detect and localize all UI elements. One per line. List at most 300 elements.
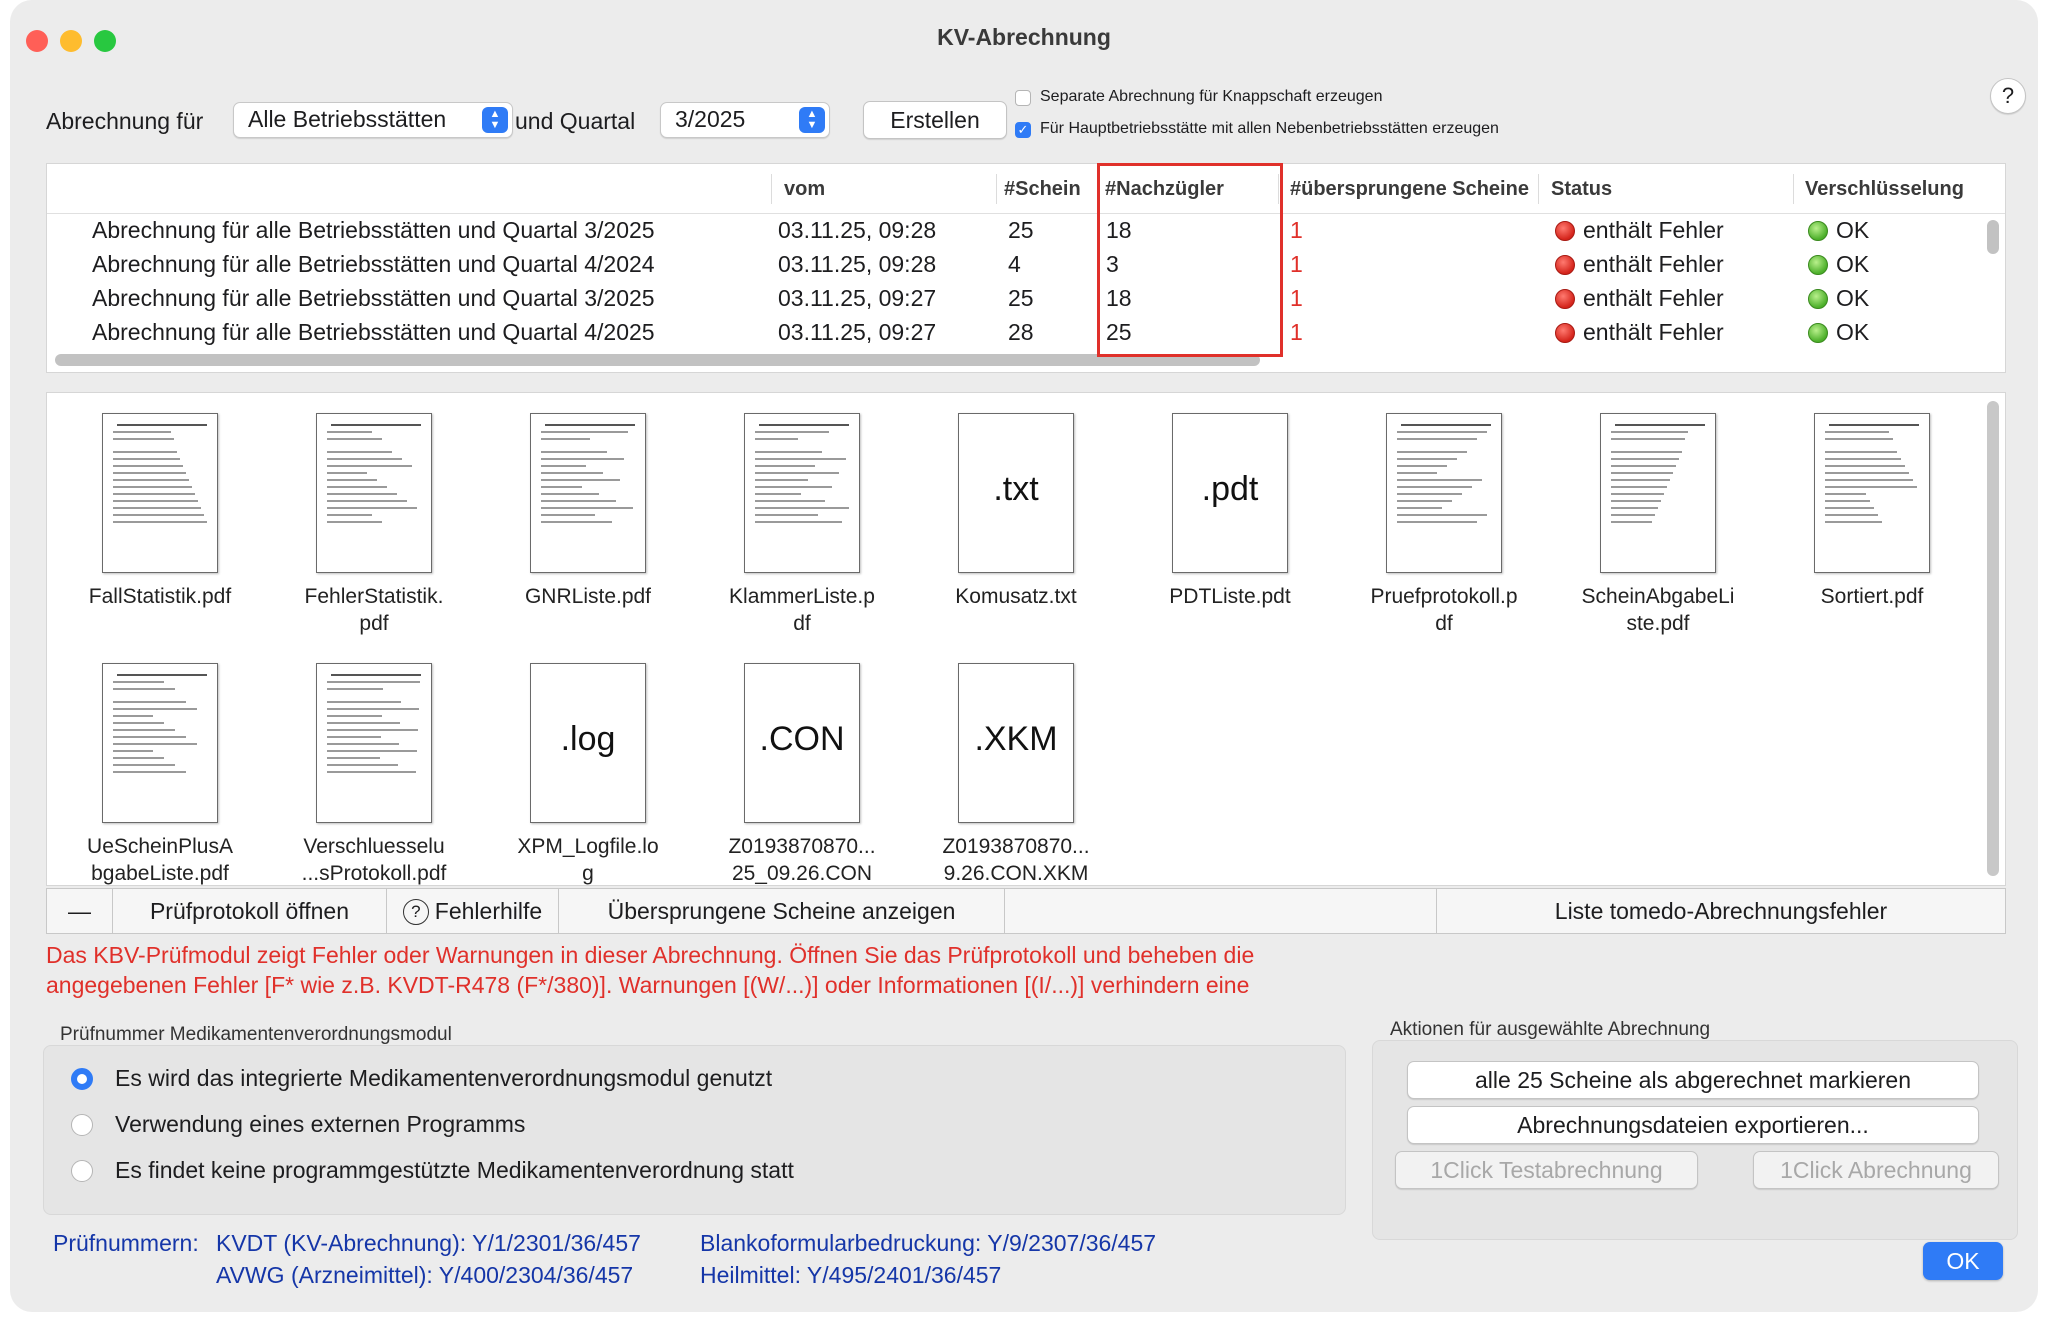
- button-bar-spacer: [1005, 889, 1437, 933]
- file-name-line: 25_09.26.CON: [731, 862, 873, 885]
- pdf-thumbnail-icon: [530, 413, 646, 573]
- row-uebersprungen: 1: [1290, 217, 1303, 243]
- thumbnail-line: [1825, 479, 1913, 481]
- file-item[interactable]: [51, 393, 251, 625]
- thumbnail-line: [1397, 465, 1447, 467]
- thumbnail-line: [541, 458, 624, 460]
- thumbnail-line: [113, 472, 186, 474]
- radio-keine-label[interactable]: Es findet keine programmgestützte Medikamentenverordnung statt: [115, 1157, 794, 1183]
- error-message-line: Das KBV-Prüfmodul zeigt Fehler oder Warnungen in dieser Abrechnung. Öffnen Sie das Prüfprotokoll und beheben die: [46, 942, 1255, 968]
- thumbnail-line: [755, 438, 798, 440]
- thumbnail-line: [755, 431, 829, 433]
- status-ok-icon: [1808, 289, 1828, 309]
- thumbnail-line: [541, 486, 582, 488]
- thumbnail-line: [1611, 479, 1670, 481]
- radio-integriert[interactable]: [71, 1068, 93, 1090]
- thumbnail-line: [755, 451, 822, 453]
- thumbnail-line: [541, 514, 595, 516]
- thumbnail-line: [117, 674, 207, 676]
- aktionen-group: [1372, 1040, 2018, 1240]
- table-horizontal-scrollbar[interactable]: [55, 354, 1260, 366]
- status-text: enthält Fehler: [1583, 251, 1724, 277]
- row-verschluesselung: [1808, 285, 1869, 312]
- file-name-line: g: [582, 862, 594, 885]
- row-vom: 03.11.25, 09:27: [778, 319, 937, 345]
- file-extension: .log: [560, 720, 616, 758]
- row-status: [1555, 251, 1724, 278]
- popup-arrows-icon: ▲ ▼: [482, 107, 508, 133]
- file-name: [265, 833, 483, 887]
- betriebsstaette-popup[interactable]: [233, 102, 513, 138]
- thumbnail-line: [541, 472, 603, 474]
- thumbnail-line: [1825, 472, 1909, 474]
- row-status: [1555, 217, 1724, 244]
- thumbnail-line: [327, 736, 381, 738]
- thumbnail-line: [327, 750, 417, 752]
- col-header-status[interactable]: Status: [1551, 178, 1613, 200]
- thumbnail-line: [327, 521, 382, 523]
- thumbnail-line: [327, 451, 392, 453]
- fehlerhilfe-button[interactable]: [387, 889, 559, 933]
- thumbnail-line: [327, 472, 367, 474]
- thumbnail-line: [1825, 500, 1870, 502]
- pdf-thumbnail-icon: [1600, 413, 1716, 573]
- thumbnail-line: [113, 431, 171, 433]
- file-extension: .XKM: [974, 720, 1058, 758]
- hauptbetrieb-label: Für Hauptbetriebsstätte mit allen Nebenbetriebsstätten erzeugen: [1040, 120, 1499, 137]
- thumbnail-line: [759, 424, 849, 426]
- liste-abrechnungsfehler-button[interactable]: Liste tomedo-Abrechnungsfehler: [1554, 898, 1888, 924]
- status-text: enthält Fehler: [1583, 319, 1724, 345]
- table-row[interactable]: [47, 248, 2005, 282]
- aktionen-group-label: Aktionen für ausgewählte Abrechnung: [1390, 1019, 1711, 1040]
- mark-abgerechnet-button[interactable]: alle 25 Scheine als abgerechnet markieren: [1407, 1061, 1979, 1099]
- action-button-bar: [46, 888, 2006, 934]
- knappschaft-checkbox[interactable]: [1015, 90, 1031, 106]
- verschluesselung-text: OK: [1836, 319, 1870, 345]
- thumbnail-line: [1397, 507, 1442, 509]
- status-error-icon: [1555, 323, 1575, 343]
- file-name-line: XPM_Logfile.lo: [517, 835, 659, 858]
- file-name-line: Z0193870870...: [942, 835, 1090, 858]
- checkmark-icon: ✓: [1017, 122, 1029, 137]
- file-name-line: ScheinAbgabeLi: [1581, 585, 1735, 608]
- status-ok-icon: [1808, 323, 1828, 343]
- column-separator: [1793, 174, 1794, 204]
- thumbnail-line: [113, 708, 197, 710]
- file-name-line: GNRListe.pdf: [524, 585, 652, 608]
- thumbnail-line: [755, 521, 842, 523]
- radio-extern-label[interactable]: Verwendung eines externen Programms: [115, 1111, 526, 1137]
- row-schein: 28: [1008, 319, 1034, 345]
- file-name-line: PDTListe.pdt: [1169, 585, 1291, 608]
- thumbnail-line: [327, 514, 372, 516]
- col-header-uebersprungen[interactable]: #übersprungene Scheine: [1290, 178, 1529, 200]
- uebersprungene-scheine-button[interactable]: Übersprungene Scheine anzeigen: [559, 889, 1005, 933]
- thumbnail-line: [327, 771, 416, 773]
- file-name-line: bgabeListe.pdf: [91, 862, 229, 885]
- thumbnail-line: [327, 500, 407, 502]
- row-status: [1555, 319, 1724, 346]
- thumbnail-line: [1825, 521, 1882, 523]
- row-schein: 25: [1008, 285, 1034, 311]
- medikament-group: [43, 1045, 1346, 1215]
- file-name-line: Komusatz.txt: [955, 585, 1077, 608]
- verschluesselung-text: OK: [1836, 251, 1870, 277]
- thumbnail-line: [1825, 458, 1901, 460]
- thumbnail-line: [1397, 479, 1482, 481]
- pdf-thumbnail-icon: [316, 663, 432, 823]
- status-ok-icon: [1808, 255, 1828, 275]
- error-message-line: angegebenen Fehler [F* wie z.B. KVDT-R478 (F*/380)]. Warnungen [(W/...)] oder Informationen [(I/...)] verhindern eine: [46, 972, 1250, 998]
- col-header-verschluesselung[interactable]: Verschlüsselung: [1805, 178, 1964, 200]
- thumbnail-line: [1825, 431, 1889, 433]
- thumbnail-line: [327, 764, 398, 766]
- row-nachzuegler: 3: [1106, 251, 1119, 277]
- thumbnail-line: [113, 486, 192, 488]
- file-name-line: UeScheinPlusA: [87, 835, 233, 858]
- table-row[interactable]: [47, 282, 2005, 316]
- thumbnail-line: [113, 722, 164, 724]
- row-schein: 4: [1008, 251, 1021, 277]
- row-nachzuegler: 25: [1106, 319, 1132, 345]
- pruefnummern-label: Prüfnummern:: [53, 1230, 199, 1256]
- kv-abrechnung-window: [10, 0, 2038, 1312]
- file-name: [693, 583, 911, 637]
- file-name-line: Sortiert.pdf: [1820, 585, 1924, 608]
- thumbnail-line: [1397, 472, 1437, 474]
- thumbnail-line: [113, 688, 175, 690]
- popup-arrows-icon: ▲ ▼: [799, 107, 825, 133]
- thumbnail-line: [755, 486, 832, 488]
- row-uebersprungen: 1: [1290, 319, 1303, 345]
- thumbnail-line: [113, 493, 195, 495]
- thumbnail-line: [1401, 424, 1491, 426]
- erstellen-button[interactable]: Erstellen: [863, 101, 1007, 139]
- thumbnail-line: [541, 493, 599, 495]
- file-item[interactable]: [693, 643, 893, 885]
- row-uebersprungen: 1: [1290, 285, 1303, 311]
- file-name: [1121, 583, 1339, 610]
- testabrechnung-button[interactable]: 1Click Testabrechnung: [1395, 1151, 1698, 1189]
- thumbnail-line: [113, 715, 153, 717]
- column-separator: [1538, 174, 1539, 204]
- thumbnail-line: [541, 479, 620, 481]
- thumbnail-line: [327, 493, 397, 495]
- thumbnail-line: [755, 479, 808, 481]
- thumbnail-line: [1397, 431, 1487, 433]
- thumbnail-line: [545, 424, 635, 426]
- file-item[interactable]: [907, 393, 1107, 625]
- thumbnail-line: [117, 424, 207, 426]
- file-extension: .pdt: [1201, 470, 1259, 508]
- table-row[interactable]: [47, 214, 2005, 248]
- file-name-line: FehlerStatistik.: [304, 585, 444, 608]
- thumbnail-line: [1397, 514, 1487, 516]
- status-error-icon: [1555, 255, 1575, 275]
- pdf-thumbnail-icon: [102, 663, 218, 823]
- nachzuegler-highlight-box: [1097, 163, 1283, 357]
- file-name-line: Pruefprotokoll.p: [1370, 585, 1518, 608]
- file-item[interactable]: [1549, 393, 1749, 635]
- thumbnail-line: [327, 438, 382, 440]
- export-dateien-button[interactable]: Abrechnungsdateien exportieren...: [1407, 1106, 1979, 1144]
- question-icon: ?: [403, 899, 429, 925]
- pruefnummer-heilmittel: Heilmittel: Y/495/2401/36/457: [700, 1262, 1002, 1288]
- file-name-line: pdf: [359, 612, 389, 635]
- thumbnail-line: [541, 500, 616, 502]
- column-separator: [771, 174, 772, 204]
- thumbnail-line: [113, 451, 177, 453]
- radio-extern[interactable]: [71, 1114, 93, 1136]
- thumbnail-line: [1611, 451, 1682, 453]
- titlebar: [10, 0, 2038, 68]
- pdf-thumbnail-icon: [102, 413, 218, 573]
- thumbnail-line: [541, 451, 607, 453]
- thumbnail-line: [113, 514, 204, 516]
- thumbnail-line: [1825, 514, 1878, 516]
- thumbnail-line: [113, 701, 186, 703]
- table-vertical-scrollbar[interactable]: [1987, 220, 1999, 254]
- file-extension: .txt: [993, 470, 1039, 508]
- thumbnail-line: [327, 431, 372, 433]
- thumbnail-line: [755, 472, 839, 474]
- pdf-thumbnail-icon: [1814, 413, 1930, 573]
- thumbnail-line: [755, 507, 849, 509]
- pruefnummer-blanko: Blankoformularbedruckung: Y/9/2307/36/457: [700, 1230, 1157, 1256]
- abrechnungen-table: [46, 163, 2006, 373]
- file-name-line: Z0193870870...: [728, 835, 876, 858]
- thumbnail-line: [331, 674, 421, 676]
- thumbnail-line: [1825, 438, 1893, 440]
- file-item[interactable]: [1763, 393, 1963, 625]
- file-type-icon: [1172, 413, 1288, 573]
- thumbnail-line: [113, 521, 207, 523]
- quartal-value: 3/2025: [675, 106, 746, 132]
- table-row[interactable]: [47, 316, 2005, 350]
- abrechnung-button[interactable]: 1Click Abrechnung: [1753, 1151, 1999, 1189]
- thumbnail-line: [755, 465, 815, 467]
- file-type-icon: [958, 663, 1074, 823]
- thumbnail-line: [113, 743, 197, 745]
- file-name-line: ...sProtokoll.pdf: [301, 862, 447, 885]
- thumbnail-line: [1397, 500, 1452, 502]
- row-vom: 03.11.25, 09:28: [778, 217, 937, 243]
- files-panel: [46, 392, 2006, 886]
- thumbnail-line: [327, 458, 402, 460]
- row-vom: 03.11.25, 09:28: [778, 251, 937, 277]
- thumbnail-line: [327, 757, 380, 759]
- thumbnail-line: [755, 458, 846, 460]
- ok-button[interactable]: OK: [1923, 1242, 2003, 1280]
- thumbnail-line: [113, 458, 180, 460]
- thumbnail-line: [113, 438, 174, 440]
- thumbnail-line: [541, 438, 590, 440]
- file-item[interactable]: [907, 643, 1107, 885]
- col-header-vom[interactable]: vom: [784, 178, 826, 200]
- thumbnail-line: [327, 507, 417, 509]
- pdf-thumbnail-icon: [1386, 413, 1502, 573]
- thumbnail-line: [113, 729, 175, 731]
- thumbnail-line: [331, 424, 421, 426]
- thumbnail-line: [1611, 458, 1679, 460]
- row-status: [1555, 285, 1724, 312]
- file-name: [693, 833, 911, 887]
- hauptbetrieb-checkbox[interactable]: [1015, 122, 1031, 138]
- row-schein: 25: [1008, 217, 1034, 243]
- files-vertical-scrollbar[interactable]: [1987, 401, 1999, 876]
- thumbnail-line: [1611, 438, 1685, 440]
- thumbnail-line: [327, 708, 419, 710]
- thumbnail-line: [113, 736, 186, 738]
- radio-keine[interactable]: [71, 1160, 93, 1182]
- thumbnail-line: [541, 507, 633, 509]
- abrechnung-fuer-label: Abrechnung für: [46, 108, 204, 134]
- file-item[interactable]: [265, 643, 465, 885]
- file-name: [479, 833, 697, 887]
- file-item[interactable]: [693, 393, 893, 635]
- status-error-icon: [1555, 289, 1575, 309]
- row-verschluesselung: [1808, 217, 1869, 244]
- thumbnail-line: [1611, 493, 1664, 495]
- thumbnail-line: [755, 493, 801, 495]
- file-name: [51, 833, 269, 887]
- file-name: [479, 583, 697, 610]
- thumbnail-line: [1397, 493, 1462, 495]
- file-item[interactable]: [51, 643, 251, 885]
- column-separator: [996, 174, 997, 204]
- thumbnail-line: [327, 715, 382, 717]
- row-verschluesselung: [1808, 251, 1869, 278]
- col-header-nachzuegler[interactable]: #Nachzügler: [1105, 178, 1224, 200]
- help-button[interactable]: ?: [1990, 78, 2026, 114]
- medikament-group-label: Prüfnummer Medikamentenverordnungsmodul: [60, 1024, 452, 1045]
- table-header: [47, 164, 2005, 214]
- file-item[interactable]: [479, 643, 679, 885]
- error-message: [46, 940, 1376, 1000]
- file-name: [51, 583, 269, 610]
- thumbnail-line: [1611, 431, 1688, 433]
- row-vom: 03.11.25, 09:27: [778, 285, 937, 311]
- row-name: Abrechnung für alle Betriebsstätten und Quartal 4/2024: [92, 251, 655, 277]
- thumbnail-line: [1611, 472, 1673, 474]
- thumbnail-line: [1397, 458, 1457, 460]
- status-ok-icon: [1808, 221, 1828, 241]
- thumbnail-line: [1611, 500, 1661, 502]
- betriebsstaette-value: Alle Betriebsstätten: [248, 106, 447, 132]
- fehlerhilfe-label: Fehlerhilfe: [434, 898, 543, 924]
- thumbnail-line: [327, 729, 418, 731]
- thumbnail-line: [1611, 521, 1652, 523]
- file-item[interactable]: [1335, 393, 1535, 635]
- status-text: enthält Fehler: [1583, 217, 1724, 243]
- row-verschluesselung: [1808, 319, 1869, 346]
- row-name: Abrechnung für alle Betriebsstätten und Quartal 3/2025: [92, 217, 655, 243]
- remove-button[interactable]: —: [47, 889, 113, 933]
- row-nachzuegler: 18: [1106, 217, 1132, 243]
- file-type-icon: [530, 663, 646, 823]
- file-name: [1763, 583, 1981, 610]
- file-name-line: FallStatistik.pdf: [88, 585, 232, 608]
- file-item[interactable]: [479, 393, 679, 625]
- thumbnail-line: [113, 771, 186, 773]
- file-name-line: df: [793, 612, 811, 635]
- thumbnail-line: [113, 479, 189, 481]
- thumbnail-line: [755, 514, 818, 516]
- pdf-thumbnail-icon: [744, 413, 860, 573]
- file-name-line: Verschluesselu: [303, 835, 445, 858]
- row-name: Abrechnung für alle Betriebsstätten und Quartal 4/2025: [92, 319, 655, 345]
- thumbnail-line: [327, 681, 420, 683]
- thumbnail-line: [1397, 521, 1477, 523]
- knappschaft-label: Separate Abrechnung für Knappschaft erzeugen: [1040, 88, 1383, 105]
- thumbnail-line: [1825, 507, 1874, 509]
- thumbnail-line: [113, 500, 198, 502]
- thumbnail-line: [1825, 486, 1917, 488]
- thumbnail-line: [327, 479, 377, 481]
- pdf-thumbnail-icon: [316, 413, 432, 573]
- file-name-line: df: [1435, 612, 1453, 635]
- thumbnail-line: [1829, 424, 1919, 426]
- row-name: Abrechnung für alle Betriebsstätten und Quartal 3/2025: [92, 285, 655, 311]
- file-item[interactable]: [265, 393, 465, 635]
- thumbnail-line: [1825, 493, 1866, 495]
- window-title: KV-Abrechnung: [937, 24, 1111, 50]
- thumbnail-line: [541, 465, 586, 467]
- thumbnail-line: [1611, 486, 1667, 488]
- file-name: [265, 583, 483, 637]
- file-name: [1335, 583, 1553, 637]
- thumbnail-line: [113, 764, 175, 766]
- file-name: [907, 833, 1125, 887]
- thumbnail-line: [1611, 465, 1676, 467]
- thumbnail-line: [541, 521, 612, 523]
- col-header-schein[interactable]: #Schein: [1004, 178, 1081, 200]
- thumbnail-line: [1397, 451, 1467, 453]
- thumbnail-line: [1825, 465, 1905, 467]
- thumbnail-line: [1615, 424, 1705, 426]
- thumbnail-line: [327, 465, 412, 467]
- thumbnail-line: [327, 701, 401, 703]
- thumbnail-line: [113, 507, 201, 509]
- verschluesselung-text: OK: [1836, 285, 1870, 311]
- row-uebersprungen: 1: [1290, 251, 1303, 277]
- file-item[interactable]: [1121, 393, 1321, 625]
- file-name-line: 9.26.CON.XKM: [943, 862, 1089, 885]
- quartal-label: und Quartal: [515, 108, 636, 134]
- quartal-popup[interactable]: [660, 102, 830, 138]
- pruefprotokoll-oeffnen-button[interactable]: Prüfprotokoll öffnen: [113, 889, 387, 933]
- thumbnail-line: [541, 431, 628, 433]
- radio-integriert-label[interactable]: Es wird das integrierte Medikamentenverordnungsmodul genutzt: [115, 1065, 773, 1091]
- file-type-icon: [744, 663, 860, 823]
- thumbnail-line: [1397, 438, 1477, 440]
- file-name: [907, 583, 1125, 610]
- thumbnail-line: [755, 500, 825, 502]
- thumbnail-line: [1397, 486, 1472, 488]
- file-extension: .CON: [759, 720, 845, 758]
- thumbnail-line: [113, 681, 164, 683]
- file-name-line: ste.pdf: [1626, 612, 1690, 635]
- thumbnail-line: [327, 486, 387, 488]
- verschluesselung-text: OK: [1836, 217, 1870, 243]
- thumbnail-line: [113, 465, 183, 467]
- thumbnail-line: [113, 757, 164, 759]
- thumbnail-line: [327, 688, 383, 690]
- pruefnummer-avwg: AVWG (Arzneimittel): Y/400/2304/36/457: [216, 1262, 634, 1288]
- status-text: enthält Fehler: [1583, 285, 1724, 311]
- pruefnummer-kvdt: KVDT (KV-Abrechnung): Y/1/2301/36/457: [216, 1230, 641, 1256]
